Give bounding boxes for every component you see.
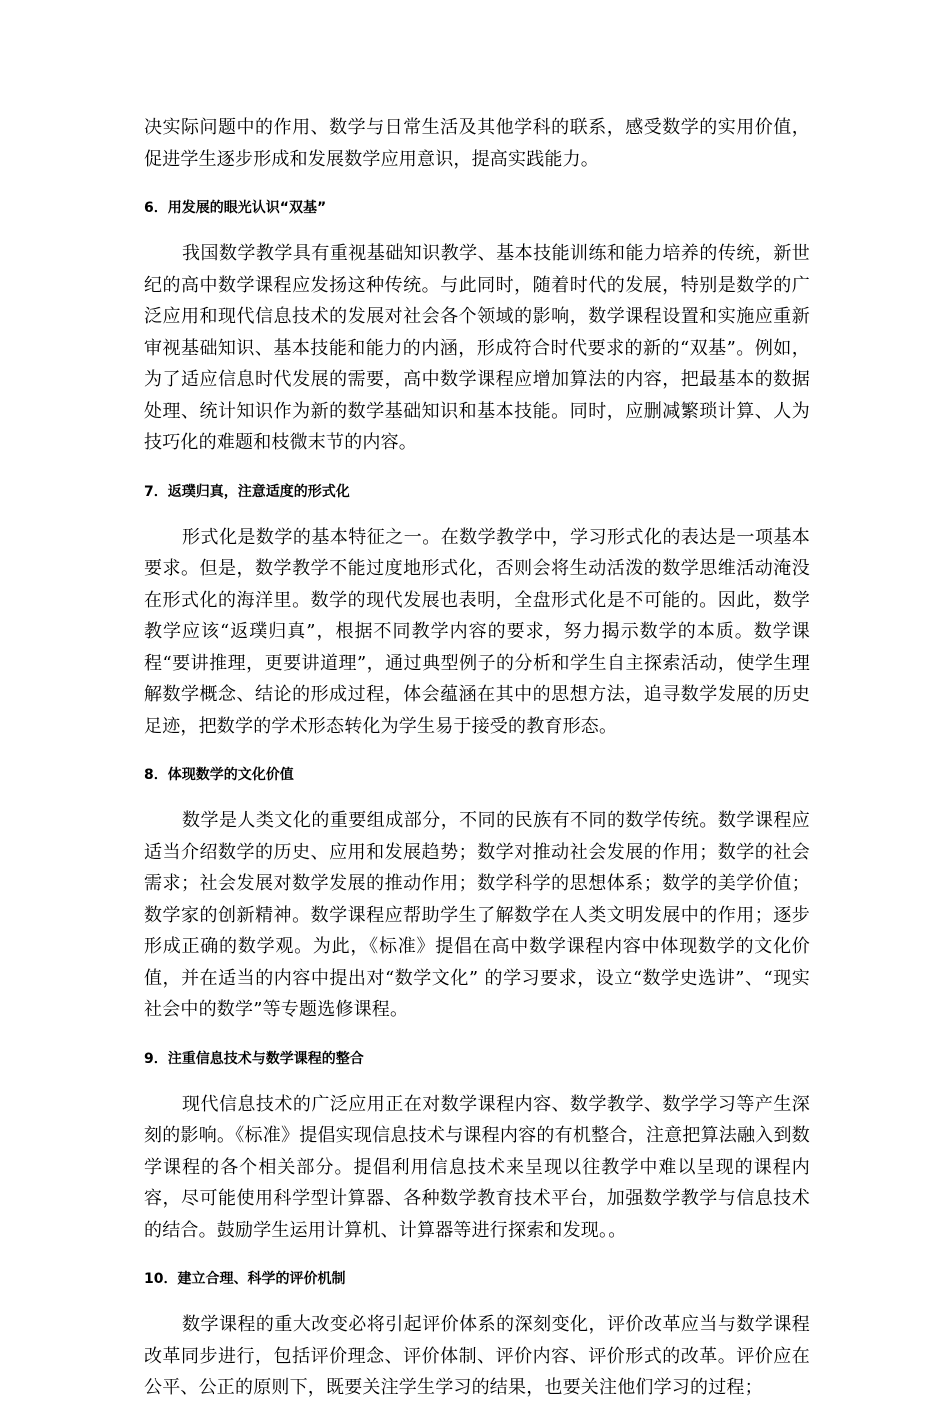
section-9-paragraph: 现代信息技术的广泛应用正在对数学课程内容、数学教学、数学学习等产生深刻的影响。《标准》提倡实现信息技术与课程内容的有机整合，注意把算法融入到数学课程的各个相关部分。提倡利用信息技术来呈现以往教学中难以呈现的课程内容，尽可能使用科学型计算器、各种数学教育技术平台，加强数学教学与信息技术的结合。鼓励学生运用计算机、计算器等进行探索和发现。。 [144, 1093, 810, 1241]
section-8-heading: 8．体现数学的文化价值 [144, 767, 294, 783]
section-10-paragraph: 数学课程的重大改变必将引起评价体系的深刻变化，评价改革应当与数学课程改革同步进行，包括评价理念、评价体制、评价内容、评价形式的改革。评价应在公平、公正的原则下，既要关注学生学习的结果，也要关注他们学习的过程； [144, 1314, 810, 1398]
section-6-heading: 6．用发展的眼光认识“双基” [144, 200, 327, 216]
section-7-heading: 7．返璞归真，注意适度的形式化 [144, 483, 350, 500]
intro-paragraph: 决实际问题中的作用、数学与日常生活及其他学科的联系，感受数学的实用价值，促进学生逐步形成和发展数学应用意识，提高实践能力。 [144, 117, 810, 170]
section-7-paragraph: 形式化是数学的基本特征之一。在数学教学中，学习形式化的表达是一项基本要求。但是，数学教学不能过度地形式化，否则会将生动活泼的数学思维活动淹没在形式化的海洋里。数学的现代发展也表明，全盘形式化是不可能的。因此，数学教学应该“返璞归真”，根据不同教学内容的要求，努力揭示数学的本质。数学课程“要讲推理，更要讲道理”，通过典型例子的分析和学生自主探索活动，使学生理解数学概念、结论的形成过程，体会蕴涵在其中的思想方法，追寻数学发展的历史足迹，把数学的学术形态转化为学生易于接受的教育形态。 [144, 526, 810, 737]
section-8-paragraph: 数学是人类文化的重要组成部分，不同的民族有不同的数学传统。数学课程应适当介绍数学的历史、应用和发展趋势；数学对推动社会发展的作用；数学的社会需求；社会发展对数学发展的推动作用；数学科学的思想体系；数学的美学价值；数学家的创新精神。数学课程应帮助学生了解数学在人类文明发展中的作用；逐步形成正确的数学观。为此，《标准》提倡在高中数学课程内容中体现数学的文化价值，并在适当的内容中提出对“数学文化” 的学习要求，设立“数学史选讲”、“现实社会中的数学”等专题选修课程。 [144, 810, 810, 1020]
section-6-paragraph: 我国数学教学具有重视基础知识教学、基本技能训练和能力培养的传统，新世纪的高中数学课程应发扬这种传统。与此同时，随着时代的发展，特别是数学的广泛应用和现代信息技术的发展对社会各个领域的影响，数学课程设置和实施应重新审视基础知识、基本技能和能力的内涵，形成符合时代要求的新的“双基”。例如，为了适应信息时代发展的需要，高中数学课程应增加算法的内容，把最基本的数据处理、统计知识作为新的数学基础知识和基本技能。同时，应删减繁琐计算、人为技巧化的难题和枝微末节的内容。 [144, 243, 810, 453]
section-9-heading: 9．注重信息技术与数学课程的整合 [144, 1050, 364, 1067]
document-body [144, 112, 810, 1404]
section-10-heading: 10．建立合理、科学的评价机制 [144, 1271, 346, 1287]
